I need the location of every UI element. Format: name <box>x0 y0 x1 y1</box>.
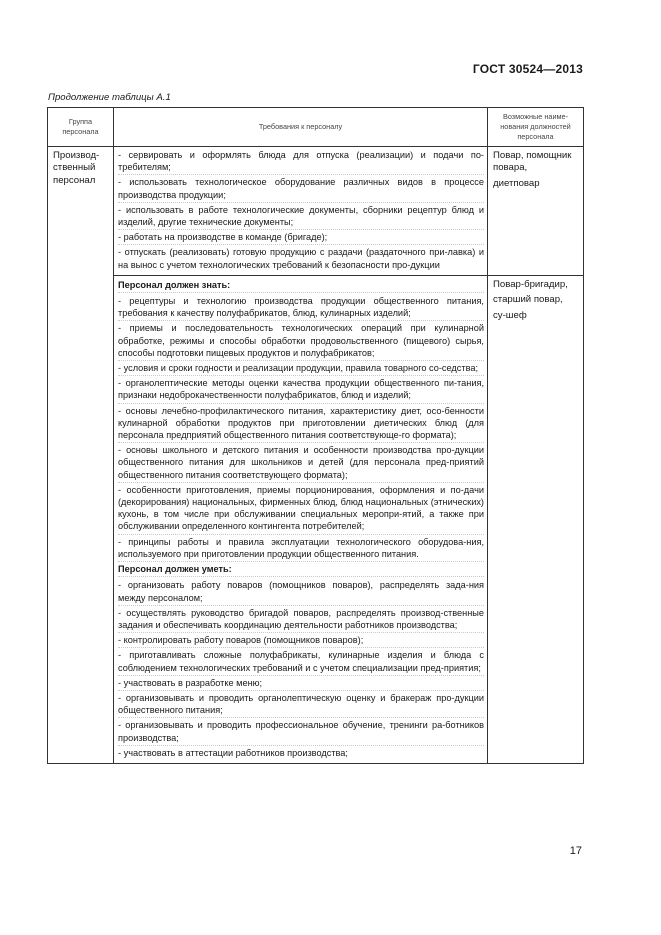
list-item: - условия и сроки годности и реализации продукции, правила товарного со-седства; <box>118 362 484 376</box>
positions-cell <box>488 147 584 276</box>
list-item: - приготавливать сложные полуфабрикаты, кулинарные изделия и блюда с соблюдением технологических требований и с учетом специализации пред-приятия; <box>118 649 484 675</box>
list-item: - принципы работы и правила эксплуатации технологического оборудова-ния, используемого при приготовлении продукции общественного питания. <box>118 536 484 562</box>
list-item: - организовать работу поваров (помощников поваров), распределять зада-ния между персоналом; <box>118 579 484 605</box>
position-name: Повар, помощник повара, <box>493 150 572 174</box>
page-number: 17 <box>569 845 582 857</box>
list-item: - основы лечебно-профилактического питания, характеристику диет, осо-бенности кулинарной обработки продуктов при приготовлении диетических блюд (для персонала предприятий общественного питания соответствующе-го формата); <box>118 405 484 444</box>
requirements-cell <box>114 147 488 276</box>
position-name: су-шеф <box>493 309 527 321</box>
header-positions: Возможные наиме-нования должностей персонала <box>488 108 584 147</box>
list-item: - основы школьного и детского питания и особенности производства про-дукции общественного питания для школьников и детей (для персонала пред-приятий общественного питания соответствующего формата); <box>118 444 484 483</box>
group-cell: Производ-ственный персонал <box>48 147 114 764</box>
table-caption: Продолжение таблицы А.1 <box>48 92 171 103</box>
list-item: - организовывать и проводить профессиональное обучение, тренинги ра-ботников производства; <box>118 719 484 745</box>
list-item: - особенности приготовления, приемы порционирования, оформления и по-дачи (декорирования) национальных, фирменных блюд, блюд национальных (этнических) кухонь, в том числе при обслуживании специальных меропри-ятий, а также при обслуживании определенного контингента потребителей; <box>118 484 484 535</box>
position-name: диетповар <box>493 177 540 189</box>
position-name: старший повар, <box>493 294 563 306</box>
list-item: - работать на производстве в команде (бригаде); <box>118 231 484 245</box>
list-item: - рецептуры и технологию производства продукции общественного питания, требования к качеству полуфабрикатов, блюд, кулинарных изделий; <box>118 295 484 321</box>
position-name: Повар-бригадир, <box>493 278 568 290</box>
requirements-table <box>47 107 584 764</box>
list-item: - участвовать в разработке меню; <box>118 677 484 691</box>
section-heading: Персонал должен уметь: <box>118 563 484 577</box>
list-item: - отпускать (реализовать) готовую продукцию с раздачи (раздаточного при-лавка) и на вынос с учетом технологических требований к безопасности про-дукции <box>118 247 484 270</box>
section-heading: Персонал должен знать: <box>118 279 484 293</box>
table-header-row <box>48 108 584 147</box>
header-requirements: Требования к персоналу <box>114 108 488 147</box>
list-item: - участвовать в аттестации работников производства; <box>118 747 348 758</box>
list-item: - использовать технологическое оборудование различных видов в процессе производства продукции; <box>118 176 484 202</box>
list-item: - организовывать и проводить органолептическую оценку и бракераж про-дукции общественного питания; <box>118 692 484 718</box>
list-item: - осуществлять руководство бригадой поваров, распределять производ-ственные задания и обеспечивать координацию деятельности работников производства; <box>118 607 484 633</box>
table-row <box>48 147 584 276</box>
list-item: - использовать в работе технологические документы, сборники рецептур блюд и изделий, другие технические документы; <box>118 204 484 230</box>
list-item: - контролировать работу поваров (помощников поваров); <box>118 634 484 648</box>
header-group: Группа персонала <box>48 108 114 147</box>
requirements-cell <box>114 275 488 763</box>
list-item: - сервировать и оформлять блюда для отпуска (реализации) и подачи по-требителям; <box>118 149 484 175</box>
table-row <box>48 275 584 763</box>
list-item: - органолептические методы оценки качества продукции общественного пи-тания, признаки недоброкачественности полуфабрикатов, блюд и изделий; <box>118 377 484 403</box>
positions-cell <box>488 275 584 763</box>
list-item: - приемы и последовательность технологических операций при кулинарной обработке, режимы и способы обработки продовольственного (пищевого) сырья, способы подготовки пищевых продуктов и полуфабрикатов; <box>118 322 484 361</box>
standard-number: ГОСТ 30524—2013 <box>472 62 583 76</box>
